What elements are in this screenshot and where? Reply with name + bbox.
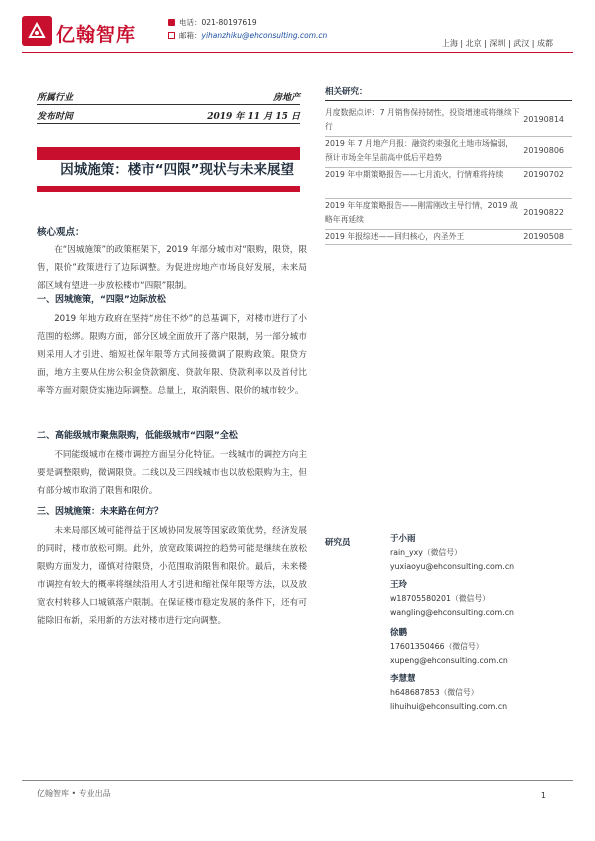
analyst-wechat: h648687853（微信号） (390, 688, 479, 697)
analyst-entry (390, 626, 508, 668)
title-underline (37, 188, 300, 189)
contact-block (168, 16, 327, 42)
analyst-entry (390, 672, 507, 714)
related-item-title: 2019 年报综述——回归核心，内圣外王 (325, 232, 465, 241)
date-row (37, 109, 300, 123)
related-item[interactable] (325, 106, 572, 134)
related-item-title: 2019 年中期策略报告——七月流火，行情难将持续 (325, 170, 504, 179)
email-label: 邮箱： (179, 31, 202, 40)
related-item[interactable] (325, 199, 572, 227)
brand-name: 亿翰智库 (56, 24, 137, 46)
analyst-name: 徐鹏 (390, 628, 408, 638)
related-item-title: 2019 年 7 月地产月报：融资约束强化土地市场偏弱，预计市场全年呈前高中低后平趋势 (325, 139, 514, 162)
analyst-wechat: rain_yxy（微信号） (390, 548, 462, 557)
report-title: 因城施策：楼市“四限”现状与未来展望 (37, 160, 300, 186)
core-text: 在“因城施策”的政策框架下，2019 年部分城市对“限购，限贷，限售，限价”政策进行了边际调整。为促进房地产市场良好发展，未来局部区域有望进一步放松楼市“四限”限制。 (37, 245, 307, 291)
footer-text: 亿翰智库 • 专业出品 (37, 789, 111, 798)
analyst-label: 研究员 (325, 538, 351, 548)
header-divider (22, 52, 573, 53)
related-item-date: 20190806 (523, 146, 564, 155)
related-item[interactable] (325, 230, 572, 244)
phone-text: 电话：021-80197619 (179, 18, 257, 27)
section-3 (37, 504, 307, 630)
related-divider (325, 100, 572, 101)
info-divider (37, 123, 300, 124)
related-separator (325, 244, 572, 245)
date-label: 发布时间 (37, 112, 74, 122)
related-item-title: 2019 年年度策略报告——刚需刚改主导行情，2019 战略年再延续 (325, 201, 518, 224)
related-item-title: 月度数据点评：7 月销售保持韧性，投资增速或将继续下行 (325, 108, 520, 131)
section-3-text: 未来局部区域可能得益于区域协同发展等国家政策优势，经济发展的同时，楼市放松可期。此外，放宽政策调控的趋势可能是继续在放松限购方面发力，谨慎对待限贷，小范围取消限售和限价。最后，未来楼市调控有较大的概率将继续沿用人才引进和缩社保年限等方法，以及放宽农村转移人口城镇落户限制。在保证楼市稳定发展的条件下，还有可能除旧布新，采用新的方法对楼市进行定向调整。 (37, 526, 307, 626)
analyst-entry (390, 578, 514, 620)
section-1-text: 2019 年地方政府在坚持“房住不炒”的总基调下，对楼市进行了小范围的松绑。限购方面，部分区域全面放开了落户限制，另一部分城市则采用人才引进、缩短社保年限等方式间接微调了限购政策。限贷方面，地方主要从住房公积金贷款额度、贷款年限、贷款利率以及首付比率等方面对限贷实施边际调整。总量上，取消限售、限价的城市较少。 (37, 314, 307, 396)
phone-icon (168, 19, 175, 26)
industry-row (37, 90, 300, 104)
analyst-email[interactable]: wangling@ehconsulting.com.cn (390, 608, 514, 617)
related-item[interactable] (325, 137, 572, 165)
section-3-heading: 三、因城施策：未来路在何方？ (37, 507, 164, 517)
brand-logo-icon (22, 16, 52, 46)
related-heading: 相关研究： (325, 87, 368, 97)
section-2-heading: 二、高能级城市聚焦限购，低能级城市“四限”全松 (37, 431, 238, 441)
related-item-date: 20190508 (523, 232, 564, 241)
related-item-date: 20190702 (523, 170, 564, 179)
page-number: 1 (540, 791, 546, 800)
analyst-wechat: w18705580201（微信号） (390, 594, 490, 603)
contact-phone (168, 16, 327, 29)
related-item-date: 20190814 (523, 115, 564, 124)
analyst-email[interactable]: xupeng@ehconsulting.com.cn (390, 656, 508, 665)
analyst-entry (390, 532, 514, 574)
related-item-date: 20190822 (523, 208, 564, 217)
analyst-name: 王玲 (390, 580, 408, 590)
analyst-name: 于小雨 (390, 534, 416, 544)
office-cities: 上海 | 北京 | 深圳 | 武汉 | 成都 (441, 39, 553, 48)
industry-label: 所属行业 (37, 93, 74, 103)
section-2-text: 不同能级城市在楼市调控方面呈分化特征。一线城市的调控方向主要是调整限购，微调限贷。二线以及三四线城市也以放松限购为主，但有部分城市取消了限售和限价。 (37, 450, 307, 496)
info-divider (37, 104, 300, 105)
footer-divider (22, 780, 573, 781)
industry-value: 房地产 (272, 93, 300, 103)
core-views (37, 224, 307, 295)
core-heading: 核心观点： (37, 227, 85, 238)
section-1 (37, 292, 307, 400)
analyst-email[interactable]: yuxiaoyu@ehconsulting.com.cn (390, 562, 515, 571)
section-2 (37, 428, 307, 500)
date-value: 2019 年 11 月 15 日 (207, 112, 300, 122)
analyst-name: 李慧慧 (390, 674, 416, 684)
section-1-heading: 一、因城施策，“四限”边际放松 (37, 295, 166, 305)
related-item[interactable] (325, 168, 572, 182)
contact-email (168, 29, 327, 42)
mail-icon (168, 32, 175, 39)
analyst-wechat: 17601350466（微信号） (390, 642, 484, 651)
email-link[interactable]: yihanzhiku@ehconsulting.com.cn (201, 31, 328, 40)
analyst-email[interactable]: lihuihui@ehconsulting.com.cn (390, 702, 508, 711)
